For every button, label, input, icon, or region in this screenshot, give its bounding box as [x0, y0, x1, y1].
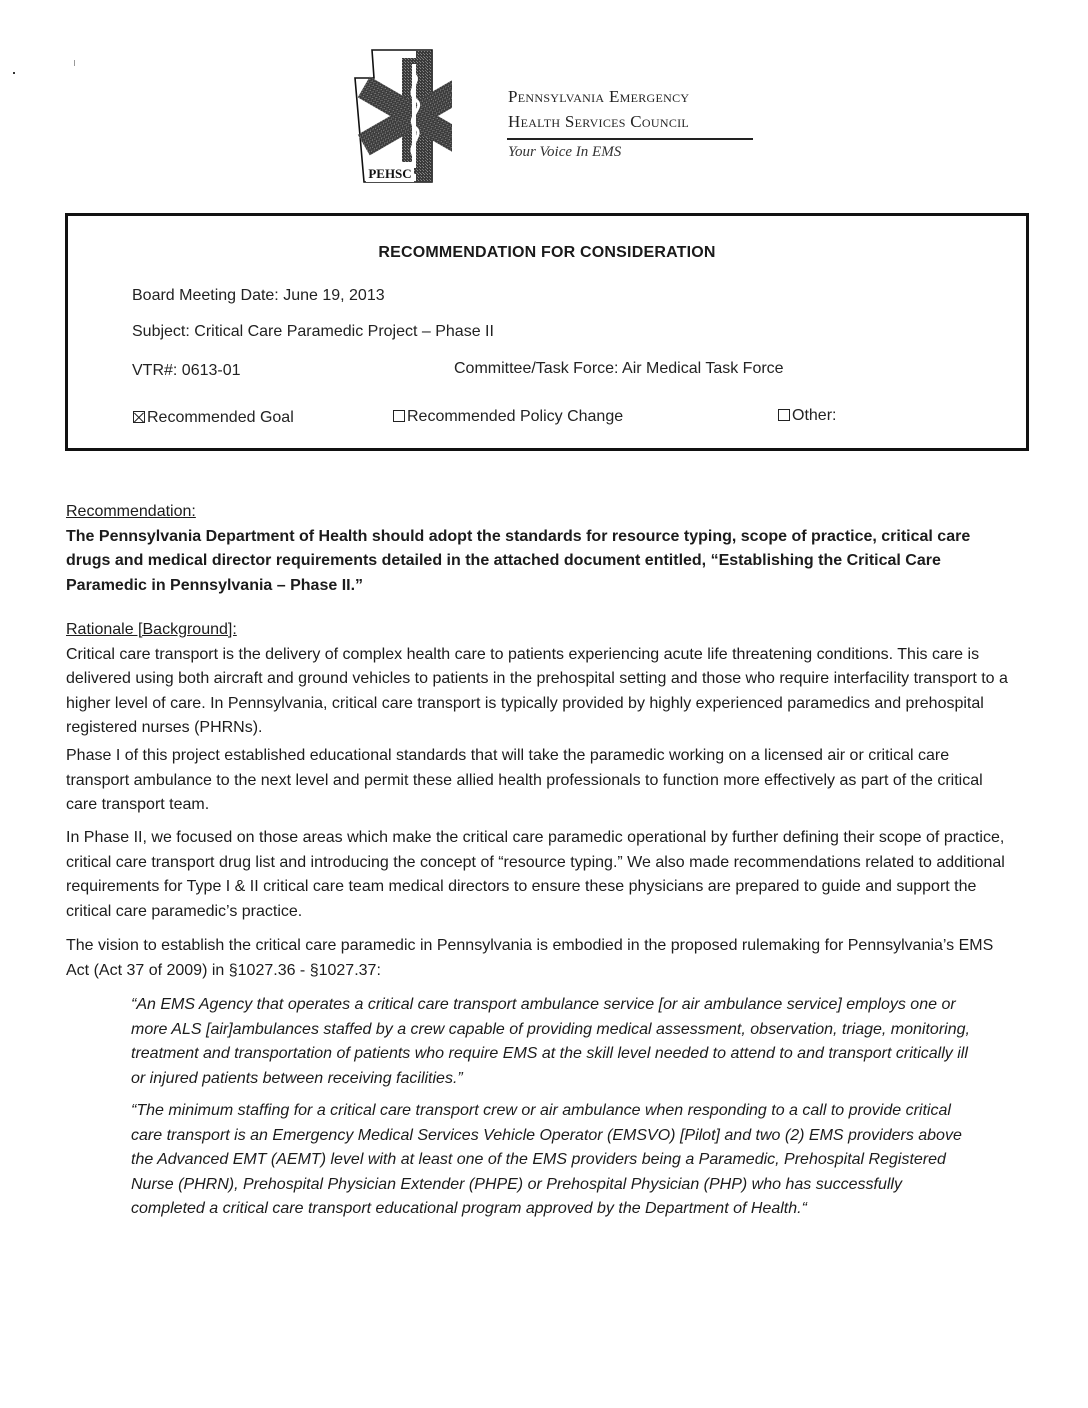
- recommendation-heading: Recommendation:: [66, 503, 196, 520]
- option-recommended-policy-change[interactable]: [393, 408, 623, 426]
- rationale-heading: Rationale [Background]:: [66, 621, 237, 638]
- option-label: Recommended Goal: [147, 409, 294, 426]
- rationale-paragraph-4-block: [66, 934, 1016, 983]
- form-title: RECOMMENDATION FOR CONSIDERATION: [378, 244, 716, 261]
- checkbox-checked-icon[interactable]: [133, 411, 145, 423]
- svg-text:PEHSC: PEHSC: [368, 166, 412, 181]
- org-name-line1: Pennsylvania Emergency: [508, 87, 690, 106]
- checkbox-unchecked-icon[interactable]: [778, 409, 790, 421]
- checkbox-unchecked-icon[interactable]: [393, 410, 405, 422]
- option-label: Recommended Policy Change: [407, 408, 624, 425]
- pehsc-logo: [352, 48, 452, 184]
- keystone-star-of-life-icon: [352, 48, 452, 184]
- subject-line: Subject: Critical Care Paramedic Project – Phase II: [132, 323, 494, 340]
- rulemaking-quote-1: “An EMS Agency that operates a critical care transport ambulance service [or air ambulance service] employs one or more ALS [air]ambulances staffed by a crew capable of providing medical assessment, observation, triage, monitoring, treatment and transportation of patients who require EMS at the skill level needed to attend to and transport critically ill or injured patients between receiving facilities.”: [131, 996, 970, 1087]
- committee-task-force: Committee/Task Force: Air Medical Task Force: [454, 360, 784, 377]
- scan-speck: [74, 60, 75, 66]
- option-recommended-goal[interactable]: [133, 409, 294, 427]
- rulemaking-quote-2: “The minimum staffing for a critical care transport crew or air ambulance when responding to a call to provide critical care transport is an Emergency Medical Services Vehicle Operator (EMSVO) [Pilot] and two (2) EMS providers above the Advanced EMT (AEMT) level with at least one of the EMS providers being a Paramedic, Prehospital Registered Nurse (PHRN), Prehospital Physician Extender (PHPE) or Prehospital Physician (PHP) who has successfully completed a critical care transport educational program approved by the Department of Health.“: [131, 1102, 962, 1217]
- rationale-paragraph-3: In Phase II, we focused on those areas which make the critical care paramedic operational by further defining their scope of practice, critical care transport drug list and introducing the concept of “resource typing.” We also made recommendations related to additional requirements for Type I & II critical care team medical directors to ensure these physicians are prepared to guide and support the critical care paramedic’s practice.: [66, 829, 1005, 920]
- recommendation-form-box: [65, 213, 1029, 451]
- scan-speck: [13, 72, 15, 74]
- option-other[interactable]: [778, 407, 836, 425]
- rationale-paragraph-2: Phase I of this project established educational standards that will take the paramedic working on a licensed air or critical care transport ambulance to the next level and permit these allied health professionals to function more effectively as part of the critical care transport team.: [66, 747, 983, 813]
- option-label: Other:: [792, 407, 837, 424]
- org-name-line2: Health Services Council: [508, 112, 690, 131]
- rationale-paragraph-2-block: [66, 744, 1016, 818]
- recommendation-text: The Pennsylvania Department of Health should adopt the standards for resource typing, scope of practice, critical care drugs and medical director requirements detailed in the attached document entitled, “Establishing the Critical Care Paramedic in Pennsylvania – Phase II.”: [66, 527, 971, 594]
- org-name: [508, 84, 689, 134]
- header-rule: [507, 138, 753, 140]
- rationale-paragraph-4: The vision to establish the critical care paramedic in Pennsylvania is embodied in the proposed rulemaking for Pennsylvania’s EMS Act (Act 37 of 2009) in §1027.36 - §1027.37:: [66, 937, 994, 979]
- vtr-number: VTR#: 0613-01: [132, 362, 241, 379]
- rationale-paragraph-1: Critical care transport is the delivery of complex health care to patients experiencing acute life threatening conditions. This care is delivered using both aircraft and ground vehicles to patients in the prehospital setting and those who require interfacility transport to a higher level of care. In Pennsylvania, critical care transport is typically provided by highly experienced paramedics and prehospital registered nurses (PHRNs).: [66, 645, 1008, 736]
- recommendation-section: [66, 500, 1016, 598]
- board-meeting-date: Board Meeting Date: June 19, 2013: [132, 287, 385, 304]
- org-tagline: Your Voice In EMS: [508, 144, 622, 160]
- rationale-section: [66, 618, 1016, 741]
- rationale-paragraph-3-block: [66, 826, 1016, 924]
